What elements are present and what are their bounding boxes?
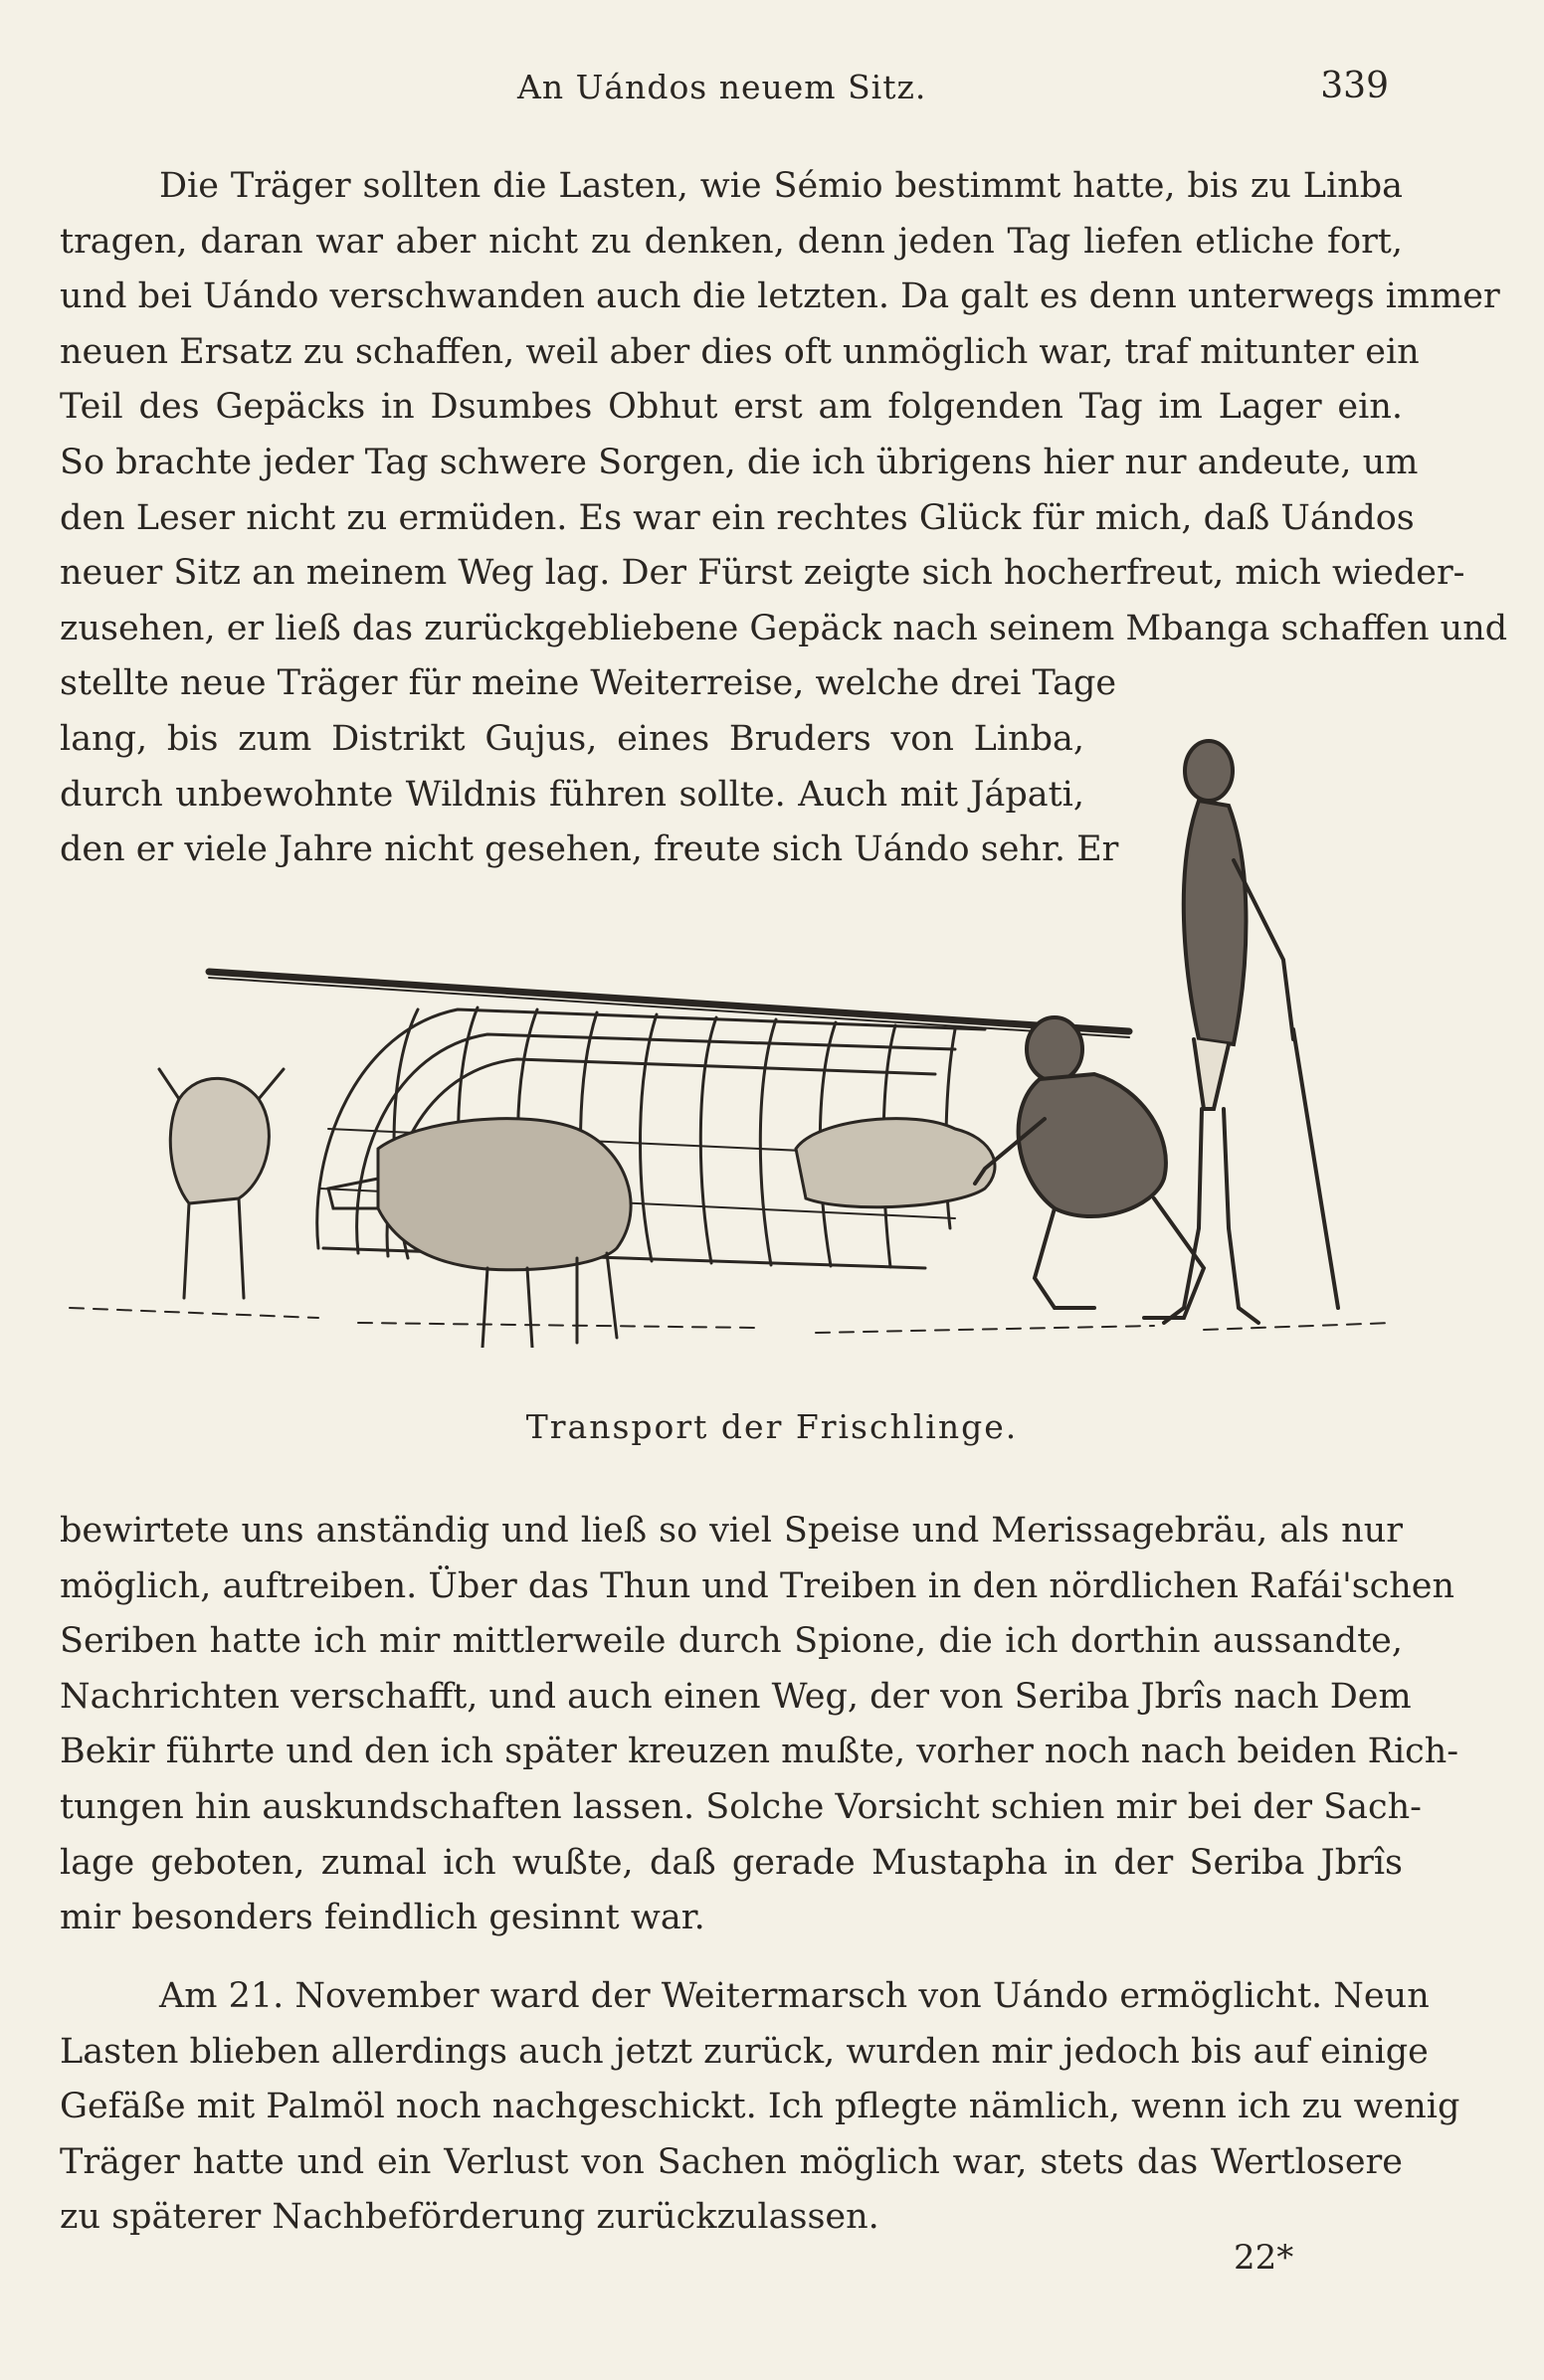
paragraph-3 xyxy=(60,1969,1460,2246)
text-line: möglich, auftreiben. Über das Thun und Treiben in den nördlichen Rafái'schen xyxy=(60,1565,1455,1606)
text-line: stellte neue Träger für meine Weiterreise, welche drei Tage xyxy=(60,663,1117,704)
text-line: lang, bis zum Distrikt Gujus, eines Bruders von Linba, xyxy=(60,718,1084,759)
text-line: und bei Uándo verschwanden auch die letzten. Da galt es denn unterwegs immer xyxy=(60,276,1500,317)
text-line: Gefäße mit Palmöl noch nachgeschickt. Ich pflegte nämlich, wenn ich zu wenig xyxy=(60,2087,1460,2127)
piglet-in-cage xyxy=(796,1119,995,1207)
ground xyxy=(70,1308,1393,1333)
text-line: Träger hatte und ein Verlust von Sachen möglich war, stets das Wertlosere xyxy=(60,2141,1403,2182)
figure-caption: Transport der Frischlinge. xyxy=(525,1407,1019,1446)
text-line: den Leser nicht zu ermüden. Es war ein rechtes Glück für mich, daß Uándos xyxy=(60,497,1415,538)
standing-man xyxy=(1164,741,1293,1323)
walking-staff xyxy=(1293,1029,1338,1308)
signature-mark: 22* xyxy=(1234,2238,1294,2278)
text-line: Die Träger sollten die Lasten, wie Sémio bestimmt hatte, bis zu Linba xyxy=(159,166,1403,206)
text-line: Lasten blieben allerdings auch jetzt zurück, wurden mir jedoch bis auf einige xyxy=(60,2031,1429,2072)
text-line: durch unbewohnte Wildnis führen sollte. Auch mit Jápati, xyxy=(60,774,1084,815)
text-line: Nachrichten verschafft, und auch einen Weg, der von Seriba Jbrîs nach Dem xyxy=(60,1676,1412,1717)
paragraph-2 xyxy=(60,1504,1459,1946)
calf xyxy=(159,1069,284,1298)
text-line: zusehen, er ließ das zurückgebliebene Gepäck nach seinem Mbanga schaffen und xyxy=(60,608,1508,648)
text-line: neuer Sitz an meinem Weg lag. Der Fürst zeigte sich hocherfreut, mich wieder- xyxy=(60,553,1465,594)
text-line: So brachte jeder Tag schwere Sorgen, die ich übrigens hier nur andeute, um xyxy=(60,442,1419,482)
text-line: Teil des Gepäcks in Dsumbes Obhut erst am folgenden Tag im Lager ein. xyxy=(60,387,1403,428)
text-line: bewirtete uns anständig und ließ so viel Speise und Merissagebräu, als nur xyxy=(60,1511,1403,1551)
crouching-man xyxy=(975,1017,1204,1318)
carrying-pole xyxy=(209,972,1129,1031)
running-head: An Uándos neuem Sitz. xyxy=(517,68,927,106)
illustration xyxy=(60,711,1403,1348)
page-number: 339 xyxy=(1320,66,1389,106)
text-line: tragen, daran war aber nicht zu denken, denn jeden Tag liefen etliche fort, xyxy=(60,221,1403,262)
illustration-drawing xyxy=(60,711,1403,1348)
text-line: zu späterer Nachbeförderung zurückzulassen. xyxy=(60,2197,879,2238)
text-line: mir besonders feindlich gesinnt war. xyxy=(60,1898,705,1938)
pig xyxy=(328,1119,631,1348)
text-line: Seriben hatte ich mir mittlerweile durch Spione, die ich dorthin aussandte, xyxy=(60,1621,1403,1662)
text-line: den er viele Jahre nicht gesehen, freute sich Uándo sehr. Er xyxy=(60,829,1119,870)
text-line: tungen hin auskundschaften lassen. Solche Vorsicht schien mir bei der Sach- xyxy=(60,1786,1422,1827)
text-line: Am 21. November ward der Weitermarsch von Uándo ermöglicht. Neun xyxy=(159,1976,1430,2016)
text-line: Bekir führte und den ich später kreuzen mußte, vorher noch nach beiden Rich- xyxy=(60,1732,1459,1772)
text-line: lage geboten, zumal ich wußte, daß gerade Mustapha in der Seriba Jbrîs xyxy=(60,1842,1403,1883)
text-line: neuen Ersatz zu schaffen, weil aber dies oft unmöglich war, traf mitunter ein xyxy=(60,331,1420,372)
